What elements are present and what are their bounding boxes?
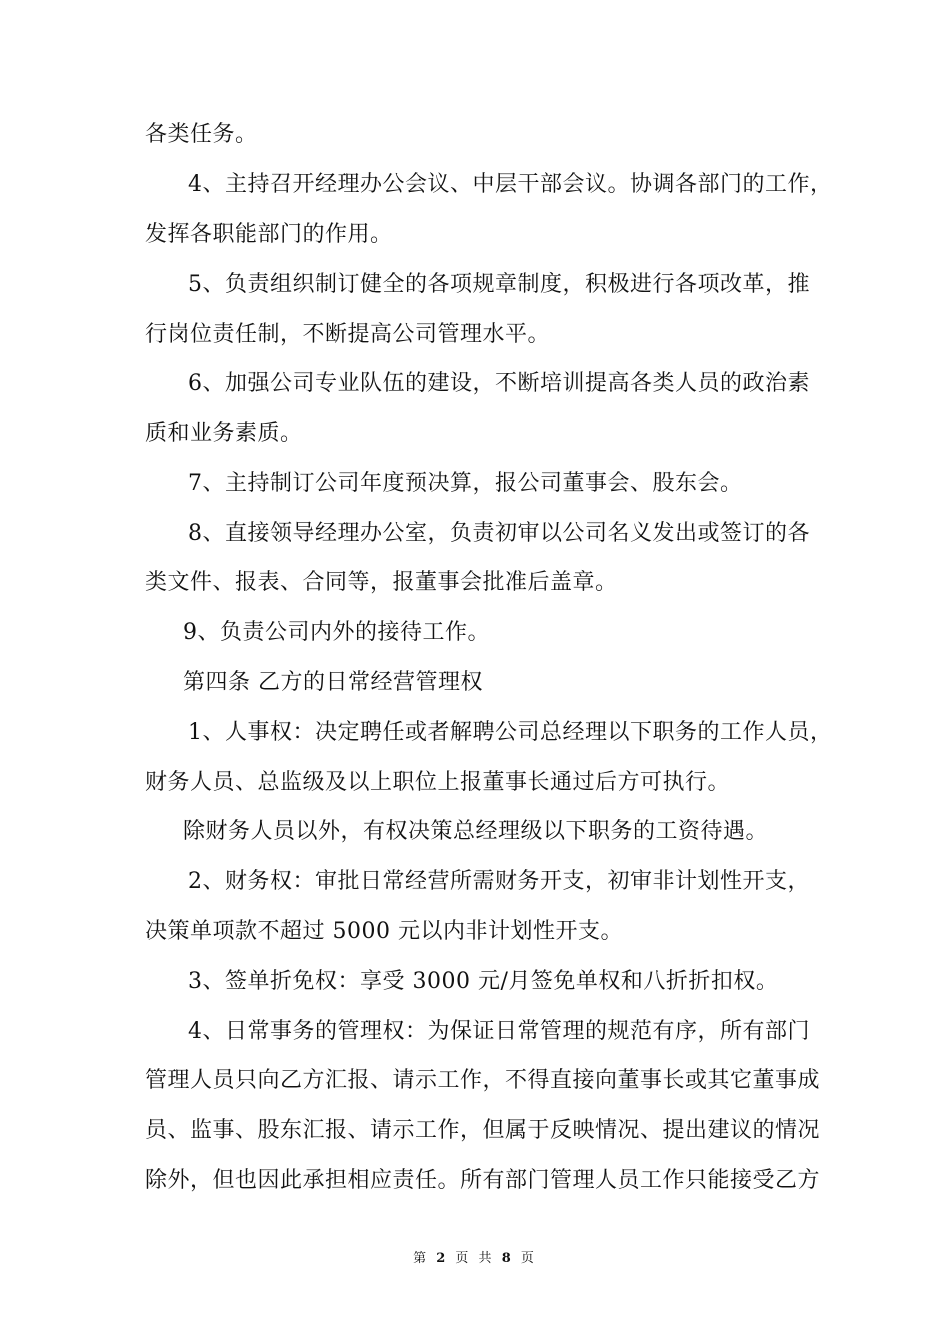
footer-prefix: 第	[413, 1251, 430, 1266]
page-footer	[0, 1250, 950, 1268]
text-line: 决策单项款不超过 5000 元以内非计划性开支。	[145, 919, 623, 944]
text-line: 9、负责公司内外的接待工作。	[183, 620, 490, 645]
text-line: 类文件、报表、合同等，报董事会批准后盖章。	[145, 570, 618, 595]
footer-current-page: 2	[436, 1251, 449, 1266]
text-line: 6、加强公司专业队伍的建设，不断培训提高各类人员的政治素	[188, 371, 810, 396]
text-line: 质和业务素质。	[145, 421, 303, 446]
text-line: 4、主持召开经理办公会议、中层干部会议。协调各部门的工作，	[188, 172, 833, 197]
text-line: 4、日常事务的管理权：为保证日常管理的规范有序，所有部门	[188, 1019, 810, 1044]
text-line: 8、直接领导经理办公室，负责初审以公司名义发出或签订的各	[188, 521, 810, 546]
footer-middle: 页 共	[455, 1251, 495, 1266]
footer-total-pages: 8	[501, 1251, 514, 1266]
text-line: 3、签单折免权：享受 3000 元/月签免单权和八折折扣权。	[188, 969, 779, 994]
text-line: 除外，但也因此承担相应责任。所有部门管理人员工作只能接受乙方	[145, 1168, 821, 1193]
text-line: 除财务人员以外，有权决策总经理级以下职务的工资待遇。	[183, 819, 769, 844]
text-line: 行岗位责任制，不断提高公司管理水平。	[145, 322, 551, 347]
text-line: 5、负责组织制订健全的各项规章制度，积极进行各项改革，推	[188, 272, 810, 297]
text-line: 管理人员只向乙方汇报、请示工作，不得直接向董事长或其它董事成	[145, 1068, 821, 1093]
text-line: 7、主持制订公司年度预决算，报公司董事会、股东会。	[188, 471, 743, 496]
footer-suffix: 页	[520, 1251, 537, 1266]
section-heading: 第四条 乙方的日常经营管理权	[183, 670, 483, 695]
text-line: 1、人事权：决定聘任或者解聘公司总经理以下职务的工作人员，	[188, 720, 833, 745]
text-line: 各类任务。	[145, 122, 258, 147]
text-line: 员、监事、股东汇报、请示工作，但属于反映情况、提出建议的情况	[145, 1118, 821, 1143]
text-line: 2、财务权：审批日常经营所需财务开支，初审非计划性开支，	[188, 869, 810, 894]
text-line: 财务人员、总监级及以上职位上报董事长通过后方可执行。	[145, 770, 731, 795]
text-line: 发挥各职能部门的作用。	[145, 222, 393, 247]
